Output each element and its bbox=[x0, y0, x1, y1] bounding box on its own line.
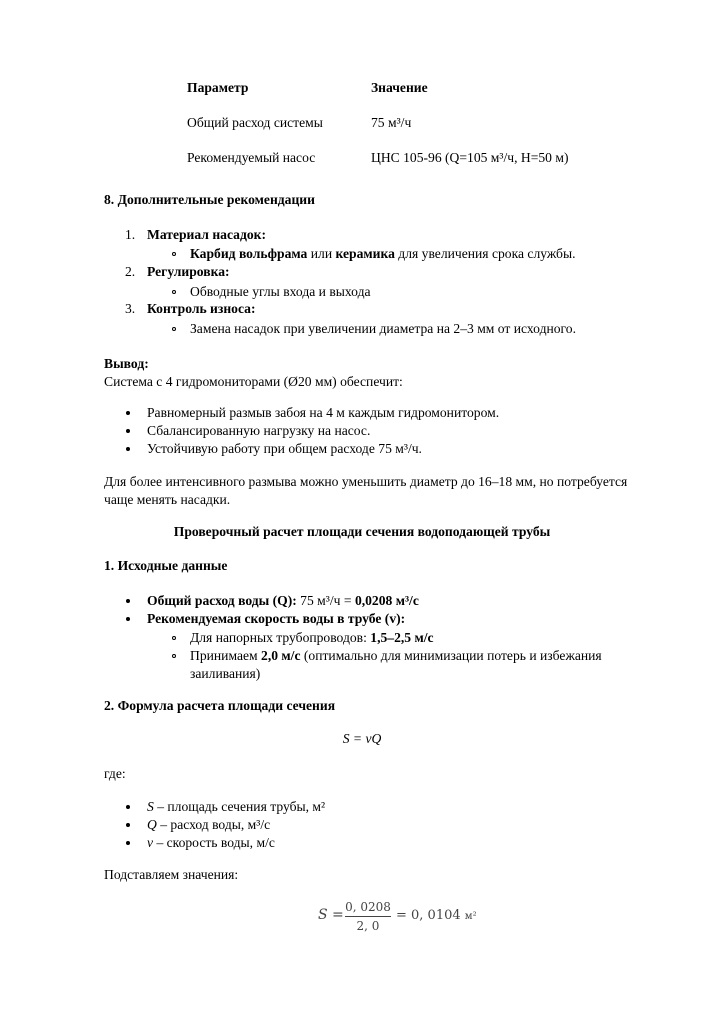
formula: S = vQ bbox=[342, 731, 382, 746]
speed-sub-1: Для напорных трубопроводов: 1,5–2,5 м/с bbox=[190, 630, 434, 645]
list-number: 2. bbox=[125, 264, 136, 279]
circle-bullet-icon bbox=[172, 654, 176, 658]
section-8-title: 8. Дополнительные рекомендации bbox=[104, 192, 315, 207]
substitute-label: Подставляем значения: bbox=[104, 867, 239, 882]
section-2-title: 2. Формула расчета площади сечения bbox=[104, 698, 336, 713]
bullet-icon bbox=[126, 841, 130, 845]
bullet-icon bbox=[126, 599, 130, 603]
list-item-title: Материал насадок: bbox=[147, 227, 266, 242]
equation-denominator: 2, 0 bbox=[356, 919, 380, 933]
list-subitem: Карбид вольфрама или керамика для увеличения срока службы. bbox=[190, 246, 576, 261]
definition-item: Q – расход воды, м³/с bbox=[147, 817, 271, 832]
list-number: 1. bbox=[125, 227, 136, 242]
conclusion-note: Для более интенсивного размыва можно уменьшить диаметр до 16–18 мм, но потребуется bbox=[104, 474, 628, 489]
conclusion-note: чаще менять насадки. bbox=[104, 492, 231, 507]
bullet-item: Равномерный размыв забоя на 4 м каждым гидромонитором. bbox=[147, 405, 500, 420]
speed-sub-2-cont: заиливания) bbox=[190, 666, 261, 681]
bullet-icon bbox=[126, 429, 130, 433]
list-item-title: Контроль износа: bbox=[147, 301, 256, 316]
bullet-icon bbox=[126, 617, 130, 621]
check-title: Проверочный расчет площади сечения водоподающей трубы bbox=[173, 524, 551, 539]
definition-item: S – площадь сечения трубы, м² bbox=[147, 799, 326, 814]
list-item-title: Регулировка: bbox=[147, 264, 230, 279]
definition-item: v – скорость воды, м/с bbox=[147, 835, 275, 850]
speed-line: Рекомендуемая скорость воды в трубе (v): bbox=[147, 611, 406, 626]
speed-sub-2: Принимаем 2,0 м/с (оптимально для минимизации потерь и избежания bbox=[190, 648, 602, 663]
fraction-bar bbox=[345, 916, 391, 917]
circle-bullet-icon bbox=[172, 636, 176, 640]
table-cell-param: Рекомендуемый насос bbox=[187, 150, 316, 165]
conclusion-intro: Система с 4 гидромониторами (Ø20 мм) обеспечит: bbox=[104, 374, 403, 389]
equation-numerator: 0, 0208 bbox=[345, 900, 391, 914]
table-cell-value: 75 м³/ч bbox=[371, 115, 412, 130]
circle-bullet-icon bbox=[172, 327, 176, 331]
where-label: где: bbox=[104, 766, 126, 781]
circle-bullet-icon bbox=[172, 252, 176, 256]
table-cell-value: ЦНС 105-96 (Q=105 м³/ч, H=50 м) bbox=[371, 150, 569, 165]
table-header-value: Значение bbox=[371, 80, 428, 95]
table-header-param: Параметр bbox=[187, 80, 249, 95]
list-subitem: Обводные углы входа и выхода bbox=[190, 284, 371, 299]
flow-line: Общий расход воды (Q): 75 м³/ч = 0,0208 м³/с bbox=[147, 593, 419, 608]
bullet-icon bbox=[126, 823, 130, 827]
section-1-title: 1. Исходные данные bbox=[104, 558, 228, 573]
list-number: 3. bbox=[125, 301, 136, 316]
equation-rhs: = 0, 0104 м² bbox=[396, 908, 477, 923]
conclusion-title: Вывод: bbox=[104, 356, 149, 371]
circle-bullet-icon bbox=[172, 290, 176, 294]
bullet-item: Сбалансированную нагрузку на насос. bbox=[147, 423, 371, 438]
table-cell-param: Общий расход системы bbox=[187, 115, 323, 130]
bullet-icon bbox=[126, 805, 130, 809]
bullet-item: Устойчивую работу при общем расходе 75 м³/ч. bbox=[147, 441, 422, 456]
equation-lhs: S = bbox=[318, 907, 344, 923]
bullet-icon bbox=[126, 411, 130, 415]
bullet-icon bbox=[126, 447, 130, 451]
list-subitem: Замена насадок при увеличении диаметра на 2–3 мм от исходного. bbox=[190, 321, 576, 336]
